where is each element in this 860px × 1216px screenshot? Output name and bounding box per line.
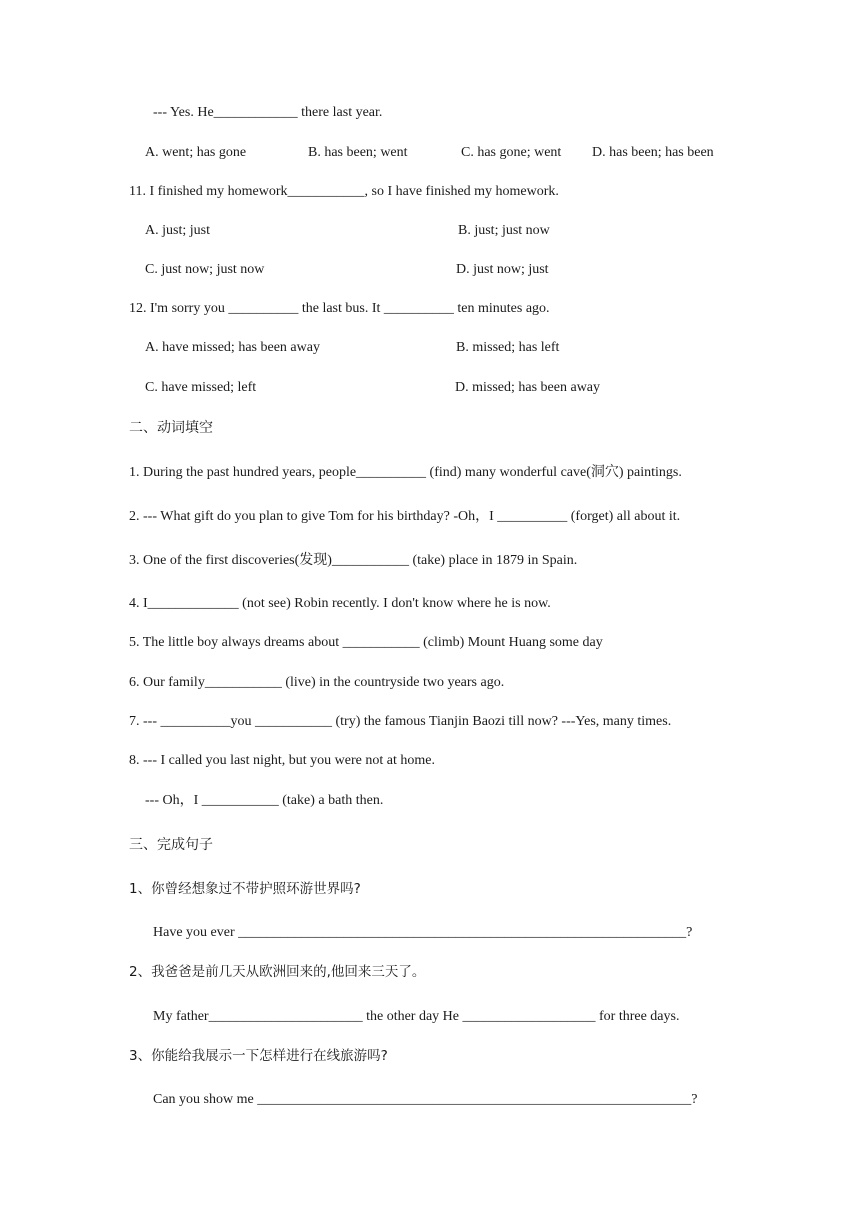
sentence-answer-1: Have you ever ________________________________________________________________? [153, 925, 693, 940]
q11-option-a: A. just; just [145, 223, 210, 238]
verb-item-3: 3. One of the first discoveries(发现)___________ (take) place in 1879 in Spain. [129, 553, 578, 568]
verb-item-6: 6. Our family___________ (live) in the countryside two years ago. [129, 675, 505, 690]
q12-option-c: C. have missed; left [145, 380, 257, 395]
sentence-answer-3: Can you show me ______________________________________________________________? [153, 1092, 698, 1107]
q12-option-d: D. missed; has been away [455, 380, 601, 395]
q10-option-b: B. has been; went [308, 145, 408, 160]
verb-item-2: 2. --- What gift do you plan to give Tom for his birthday? -Oh，I __________ (forget) all about it. [129, 509, 681, 524]
q11-option-b: B. just; just now [458, 223, 550, 238]
q12-option-a: A. have missed; has been away [145, 340, 320, 355]
section-heading-complete-sentences: 三、完成句子 [129, 837, 213, 853]
verb-item-5: 5. The little boy always dreams about ___________ (climb) Mount Huang some day [129, 635, 603, 650]
q10-option-a: A. went; has gone [145, 145, 247, 160]
sentence-prompt-2: 2、我爸爸是前几天从欧洲回来的,他回来三天了。 [129, 964, 426, 980]
sentence-answer-2: My father______________________ the other day He ___________________ for three days. [153, 1009, 680, 1024]
section-heading-verb-fill: 二、动词填空 [129, 420, 213, 436]
q10-option-c: C. has gone; went [461, 145, 562, 160]
verb-item-4: 4. I_____________ (not see) Robin recently. I don't know where he is now. [129, 596, 551, 611]
q11-option-d: D. just now; just [456, 262, 549, 277]
verb-item-1: 1. During the past hundred years, people__________ (find) many wonderful cave(洞穴) paintings. [129, 465, 682, 480]
q10-option-d: D. has been; has been [592, 145, 714, 160]
verb-item-8: 8. --- I called you last night, but you were not at home. [129, 753, 435, 768]
q12-stem: 12. I'm sorry you __________ the last bus. It __________ ten minutes ago. [129, 301, 550, 316]
q12-option-b: B. missed; has left [456, 340, 560, 355]
sentence-prompt-1: 1、你曾经想象过不带护照环游世界吗? [129, 881, 361, 897]
verb-item-7: 7. --- __________you ___________ (try) the famous Tianjin Baozi till now? ---Yes, many times. [129, 714, 672, 729]
sentence-prompt-3: 3、你能给我展示一下怎样进行在线旅游吗? [129, 1048, 388, 1064]
q11-option-c: C. just now; just now [145, 262, 265, 277]
q11-stem: 11. I finished my homework___________, so I have finished my homework. [129, 184, 559, 199]
verb-item-8-reply: --- Oh，I ___________ (take) a bath then. [145, 793, 384, 808]
q10-answer-line: --- Yes. He____________ there last year. [153, 105, 383, 120]
